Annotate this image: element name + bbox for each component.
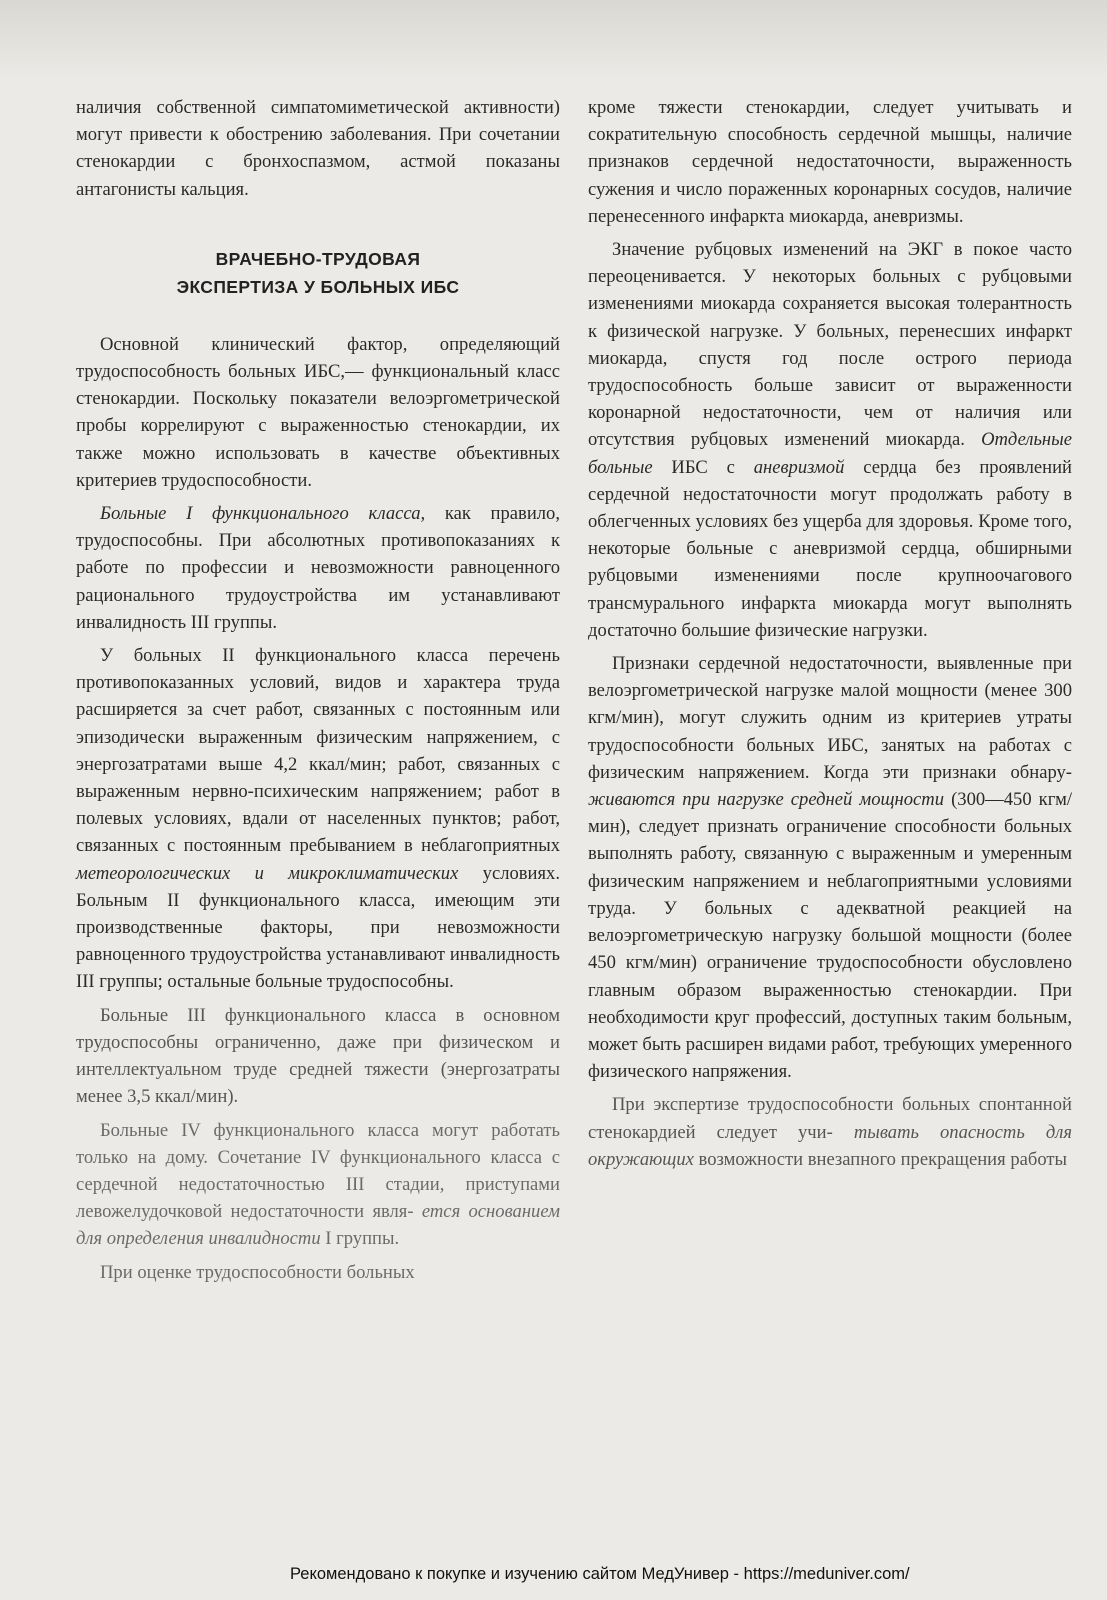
footer-credit: Рекомендовано к покупке и изучению сайтом МедУнивер - https://meduniver.com/ xyxy=(286,1563,1074,1586)
left-column xyxy=(76,94,560,1292)
paragraph-class-2: У больных II функционального класса перечень противопоказанных условий, видов и характера труда расширяется за счет работ, связанных с постоянным или эпизодически выраженным физическим напряжением, с энергозатратами выше 4,2 ккал/мин; работ, связанных с выраженным нервно-психическим напряжением; работ в полевых условиях, вдали от населенных пунктов; работ, связанных с постоянным пребыванием в неблагоприятных метеорологических и микроклиматических условиях. Больным II функционального класса, имеющим эти производственные факторы, при невозможности равноценного трудоустройства устанавливают инвалидность III группы; остальные больные трудоспособны. xyxy=(76,645,560,993)
separate-patients-emphasis: Отдельные больные xyxy=(588,429,1072,478)
section-heading xyxy=(76,245,560,301)
aneurysm-emphasis: аневризмой xyxy=(753,456,845,478)
paragraph-main-factor: Основной клинический фактор, определяющий трудоспособность больных ИБС,— функциональный класс стенокардии. Поскольку показатели велоэргометрической пробы коррелируют с выраженностью стенокардии, их также можно использовать в качестве объективных критериев трудоспособности. xyxy=(76,333,560,491)
class-2-emphasis: метеорологических и микроклиматических xyxy=(76,862,459,884)
class-1-emphasis: Больные I функционального класса, xyxy=(100,503,426,525)
right-column xyxy=(588,94,1072,1179)
paragraph-class-1: Больные I функционального класса, как правило, трудоспособны. При абсолютных противопоказаниях к работе по профессии и невозможности равноценного рационального трудоустройства им устанавливают инвалидность III группы. xyxy=(76,503,560,633)
paragraph-class-4: Больные IV функционального класса могут работать только на дому. Сочетание IV функционального класса с сердечной недостаточностью III стадии, приступами левожелудочковой недостаточности явля- ется основанием для определения инвалидности I группы. xyxy=(76,1119,560,1250)
paragraph-heart-failure-signs: Признаки сердечной недостаточности, выявленные при велоэргометрической нагрузке малой мощности (менее 300 кгм/мин), могут служить одним из критериев утраты трудоспособности больных ИБС, занятых на работах с физическим напряжением. Когда эти признаки обнару- живаются при нагрузке средней мощности (300—450 кгм/мин), следует признать ограничение способности больных выполнять работу, связанную с выраженным и умеренным физическим напряжением и неблагоприятными условиями труда. У больных с адекватной реакцией на велоэргометрическую нагрузку большой мощности (более 450 кгм/мин) ограничение трудоспособности обусловлено главным образом выраженностью стенокардии. При необходимости круг профессий, доступных таким больным, может быть расширен видами работ, требующих умеренного физического напряжения. xyxy=(588,653,1073,1083)
section-heading-line2: ЭКСПЕРТИЗА У БОЛЬНЫХ ИБС xyxy=(176,276,460,297)
paragraph-spontaneous-angina: При экспертизе трудоспособности больных спонтанной стенокардией следует учи- тывать опасность для окружающих возможности внезапного прекращения работы xyxy=(588,1094,1072,1170)
class-4-emphasis: ется основанием для определения инвалидности xyxy=(76,1201,560,1250)
page-top-shadow xyxy=(0,0,1107,80)
right-intro-paragraph: кроме тяжести стенокардии, следует учитывать и сократительную способность сердечной мышцы, наличие признаков сердечной недостаточности, выраженность сужения и число пораженных коронарных сосудов, наличие перенесенного инфаркта миокарда, аневризмы. xyxy=(588,97,1072,227)
section-heading-line1: ВРАЧЕБНО-ТРУДОВАЯ xyxy=(215,248,421,269)
left-intro-paragraph: наличия собственной симпатомиметической активности) могут привести к обострению заболевания. При сочетании стенокардии с бронхоспазмом, астмой показаны антагонисты кальция. xyxy=(76,97,560,200)
medium-load-emphasis: живаются при нагрузке средней мощности xyxy=(588,789,945,811)
paragraph-evaluation-start: При оценке трудоспособности больных xyxy=(100,1261,415,1283)
paragraph-scar-changes: Значение рубцовых изменений на ЭКГ в покое часто переоценивается. У некоторых больных с рубцовыми изменениями миокарда сохраняется высокая толерантность к физической нагрузке. У больных, перенесших инфаркт миокарда, спустя год после острого периода трудоспособность больше зависит от выраженности коронарной недостаточности, чем от наличия или отсутствия рубцовых изменений миокарда. Отдельные больные ИБС с аневризмой сердца без проявлений сердечной недостаточности могут продолжать работу в облегченных условиях без ущерба для здоровья. Кроме того, некоторые больные с аневризмой сердца, обширными рубцовыми изменениями после крупноочагового трансмурального инфаркта миокарда могут выполнять достаточно большие физические нагрузки. xyxy=(588,239,1073,641)
paragraph-class-3: Больные III функционального класса в основном трудоспособны ограниченно, даже при физическом и интеллектуальном труде средней тяжести (энергозатраты менее 3,5 ккал/мин). xyxy=(76,1004,560,1108)
danger-emphasis: тывать опасность для окружающих xyxy=(588,1121,1072,1170)
